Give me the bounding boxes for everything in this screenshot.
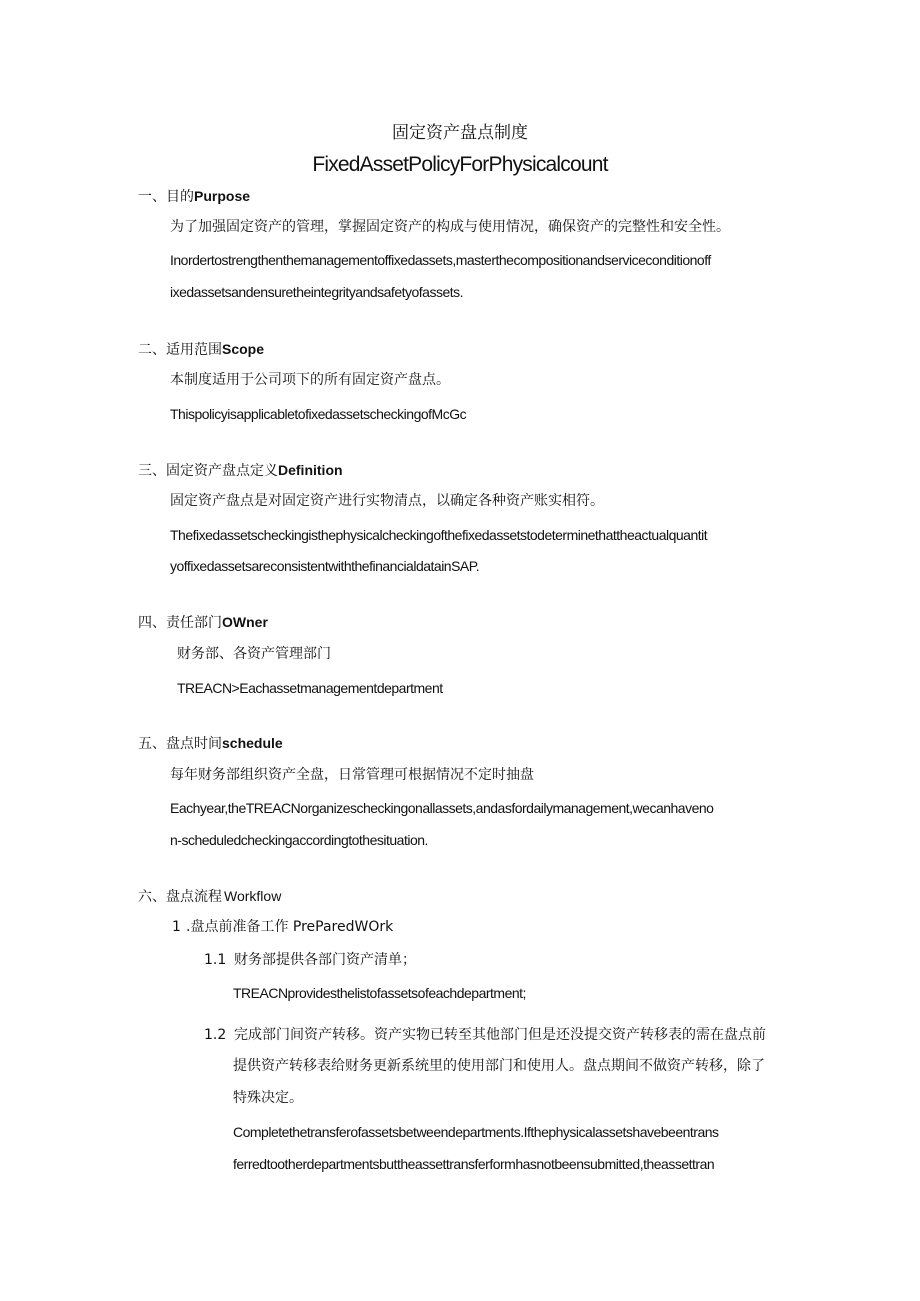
section-heading-purpose (138, 186, 250, 207)
section-heading-en: OWner (222, 614, 268, 630)
purpose-text-en-1: Inordertostrengthenthemanagementoffixedassets,masterthecompositionandserviceconditionoff (170, 252, 711, 268)
step-label: .盘点前准备工作 PreParedWOrk (186, 919, 394, 935)
step-text-zh: 财务部提供各部门资产清单； (234, 952, 416, 968)
section-heading-en: Scope (222, 341, 265, 357)
step-text-zh-1: 完成部门间资产转移。资产实物已转至其他部门但是还没提交资产转移表的需在盘点前 (234, 1027, 766, 1043)
schedule-text-en-1: Eachyear,theTREACNorganizescheckingonallassets,andasfordailymanagement,wecanhaveno (170, 800, 714, 816)
definition-text-zh: 固定资产盘点是对固定资产进行实物清点，以确定各种资产账实相符。 (170, 493, 604, 509)
scope-text-zh: 本制度适用于公司项下的所有固定资产盘点。 (170, 372, 450, 388)
document-title-zh: 固定资产盘点制度 (392, 123, 528, 143)
step-1-2-text-zh-2: 提供资产转移表给财务更新系统里的使用部门和使用人。盘点期间不做资产转移，除了 (233, 1058, 765, 1074)
section-heading-zh: 三、固定资产盘点定义 (138, 463, 278, 479)
definition-text-en-2: yoffixedassetsareconsistentwiththefinancialdatainSAP. (170, 558, 480, 574)
workflow-step-1-1 (204, 950, 416, 970)
workflow-step-1 (172, 917, 393, 937)
section-heading-schedule (138, 733, 283, 754)
definition-text-en-1: Thefixedassetscheckingisthephysicalcheckingofthefixedassetstodeterminethattheactualquantit (170, 527, 708, 543)
purpose-text-en-2: ixedassetsandensuretheintegrityandsafetyofassets. (170, 284, 464, 300)
section-heading-zh: 四、责任部门 (138, 615, 222, 631)
section-heading-en: schedule (222, 735, 283, 751)
section-heading-en: Workflow (224, 888, 282, 904)
document-title-en: FixedAssetPolicyForPhysicalcount (312, 153, 608, 176)
step-number: 1.2 (204, 1027, 227, 1043)
scope-text-en: ThispolicyisapplicabletofixedassetscheckingofMcGc (170, 406, 467, 422)
step-number: 1 (172, 919, 181, 935)
schedule-text-en-2: n-scheduledcheckingaccordingtothesituation. (170, 832, 428, 848)
owner-text-en: TREACN>Eachassetmanagementdepartment (177, 680, 443, 696)
section-heading-owner (138, 612, 268, 633)
section-heading-workflow (138, 886, 281, 907)
section-heading-zh: 六、盘点流程 (138, 889, 222, 905)
schedule-text-zh: 每年财务部组织资产全盘，日常管理可根据情况不定时抽盘 (170, 767, 534, 783)
owner-text-zh: 财务部、各资产管理部门 (177, 646, 331, 662)
step-1-2-text-en-1: Completethetransferofassetsbetweendepartments.Ifthephysicalassetshavebeentrans (233, 1124, 719, 1140)
section-heading-zh: 五、盘点时间 (138, 736, 222, 752)
purpose-text-zh: 为了加强固定资产的管理，掌握固定资产的构成与使用情况，确保资产的完整性和安全性。 (170, 219, 730, 235)
section-heading-scope (138, 339, 264, 360)
step-1-2-text-zh-3: 特殊决定。 (233, 1090, 303, 1106)
step-1-2-text-en-2: ferredtootherdepartmentsbuttheassettransferformhasnotbeensubmitted,theassettran (233, 1156, 715, 1172)
section-heading-zh: 二、适用范围 (138, 342, 222, 358)
section-heading-en: Purpose (194, 188, 251, 204)
section-heading-zh: 一、目的 (138, 189, 194, 205)
section-heading-definition (138, 460, 343, 481)
workflow-step-1-2 (204, 1025, 766, 1045)
step-1-1-text-en: TREACNprovidesthelistofassetsofeachdepartment; (233, 985, 526, 1001)
step-number: 1.1 (204, 952, 227, 968)
section-heading-en: Definition (278, 462, 343, 478)
